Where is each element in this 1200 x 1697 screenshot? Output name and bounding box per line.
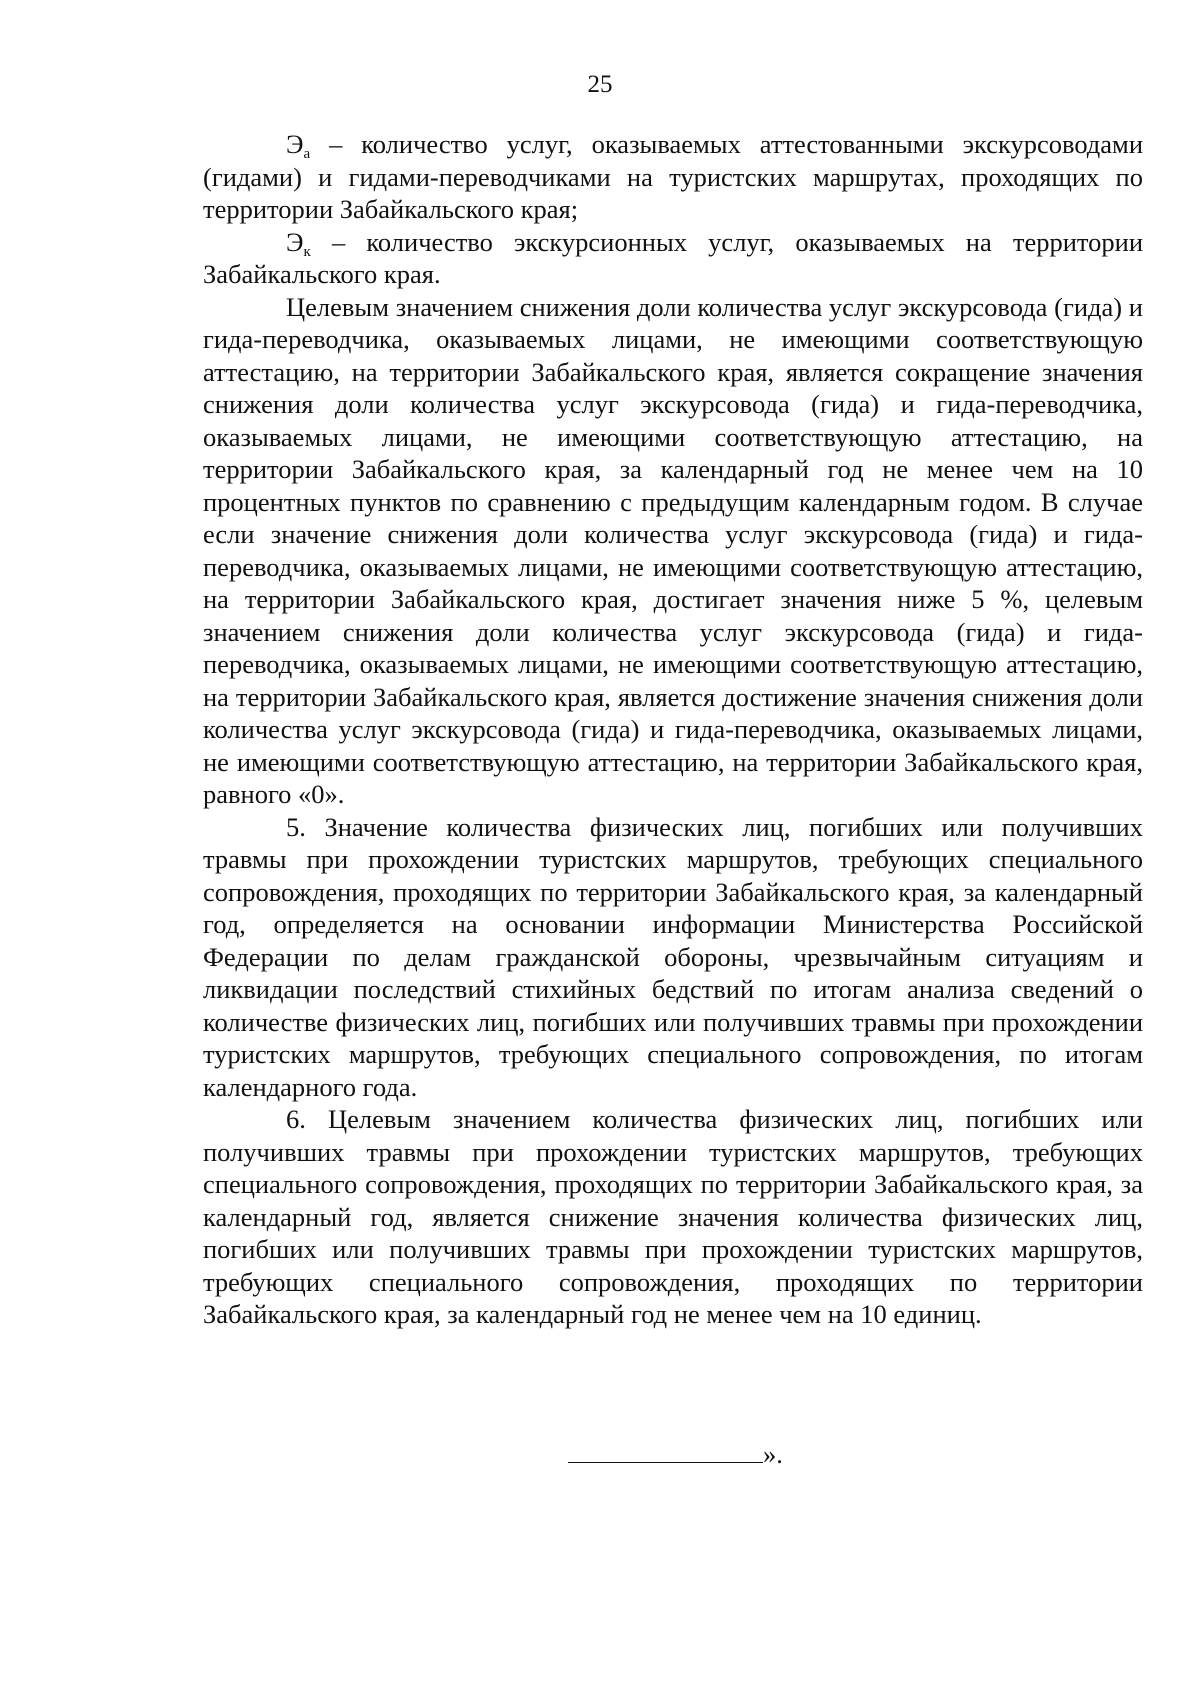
symbol: Э xyxy=(286,129,304,159)
closing-quote: ». xyxy=(763,1439,783,1469)
definition-text: – количество услуг, оказываемых аттестованными экскурсоводами (гидами) и гидами-переводчиками на туристских маршрутах, проходящих по территории Забайкальского края; xyxy=(203,129,1143,224)
definition-paragraph xyxy=(203,128,1143,226)
body-paragraph: Целевым значением снижения доли количества услуг экскурсовода (гида) и гида-переводчика, оказываемых лицами, не имеющими соответствующую аттестацию, на территории Забайкальского края, является сокращение значения снижения доли количества услуг экскурсовода (гида) и гида-переводчика, оказываемых лицами, не имеющими соответствующую аттестацию, на территории Забайкальского края, за календарный год не менее чем на 10 процентных пунктов по сравнению с предыдущим календарным годом. В случае если значение снижения доли количества услуг экскурсовода (гида) и гида-переводчика, оказываемых лицами, не имеющими соответствующую аттестацию, на территории Забайкальского края, достигает значения ниже 5 %, целевым значением снижения доли количества услуг экскурсовода (гида) и гида-переводчика, оказываемых лицами, не имеющими соответствующую аттестацию, на территории Забайкальского края, является достижение значения снижения доли количества услуг экскурсовода (гида) и гида-переводчика, оказываемых лицами, не имеющими соответствующую аттестацию, на территории Забайкальского края, равного «0». xyxy=(203,291,1143,809)
symbol-subscript: а xyxy=(303,146,311,162)
document-body xyxy=(203,128,1143,1331)
body-paragraph: 6. Целевым значением количества физических лиц, погибших или получивших травмы при прохождении туристских маршрутов, требующих специального сопровождения, проходящих по территории Забайкальского края, за календарный год, является снижение значения количества физических лиц, погибших или получивших травмы при прохождении туристских маршрутов, требующих специального сопровождения, проходящих по территории Забайкальского края, за календарный год не менее чем на 10 единиц. xyxy=(203,1104,1143,1329)
symbol-subscript: к xyxy=(303,243,311,260)
body-paragraph: 5. Значение количества физических лиц, погибших или получивших травмы при прохождении туристских маршрутов, требующих специального сопровождения, проходящих по территории Забайкальского края, за календарный год, определяется на основании информации Министерства Российской Федерации по делам гражданской обороны, чрезвычайным ситуациям и ликвидации последствий стихийных бедствий по итогам анализа сведений о количестве физических лиц, погибших или получивших травмы при прохождении туристских маршрутов, требующих специального сопровождения, по итогам календарного года. xyxy=(203,811,1143,1102)
definition-text: – количество экскурсионных услуг, оказываемых на территории Забайкальского края. xyxy=(203,226,1143,289)
symbol: Э xyxy=(286,226,304,257)
definition-paragraph xyxy=(203,226,1143,291)
closing-rule xyxy=(568,1440,763,1463)
page-number: 25 xyxy=(587,71,613,98)
closing-line xyxy=(568,1438,783,1470)
